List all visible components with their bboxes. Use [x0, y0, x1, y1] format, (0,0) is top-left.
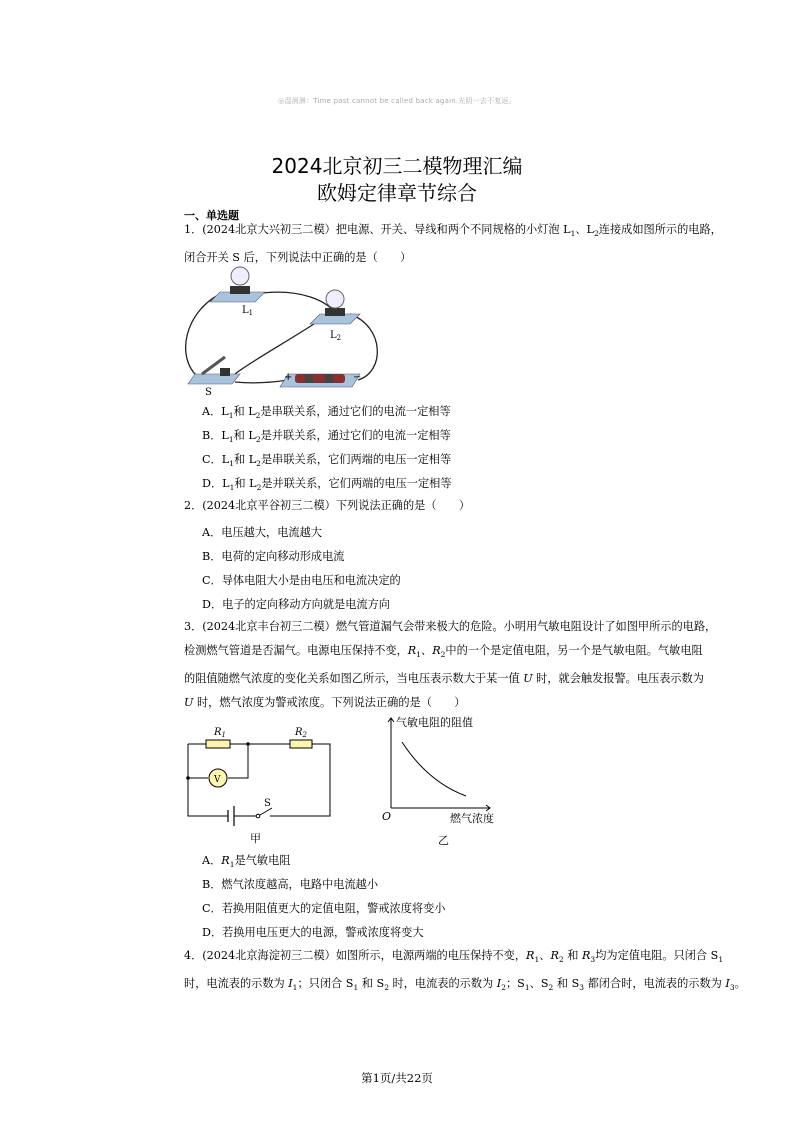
label-minus: − — [353, 372, 362, 383]
question-1: 1．(2024北京大兴初三二模）把电源、开关、导线和两个不同规格的小灯泡 $L_1$、$L_2$连接成如图所示的电路， 闭合开关 S 后，下列说法中正确的是（ ） — [184, 223, 722, 265]
question-3: 3．(2024北京丰台初三二模）燃气管道漏气会带来极大的危险。小明用气敏电阻设计了如图甲所示的电路， 检测燃气管道是否漏气。电源电压保持不变，$R_1$、$R_2$中的一个是定值电阻，另一个是气敏电阻。气敏电阻 的阻值随燃气浓度的变化关系如图乙所示，当电压表示数大于某一值 U 时，就会触发报警。电压表示数为 U 时，燃气浓度为警戒浓度。下列说法正确的是（ ） — [184, 620, 717, 710]
q3-option-d: D．若换用电压更大的电源，警戒浓度将变大 — [202, 926, 424, 939]
q2-option-a: A．电压越大，电流越大 — [202, 526, 322, 539]
q1-option-d: D．$L_1$和 $L_2$是并联关系，它们两端的电压一定相等 — [202, 477, 452, 493]
label-l1: $L_1$ — [242, 305, 254, 317]
page-title: 2024北京初三二模物理汇编 — [271, 154, 523, 178]
voltmeter-label: V — [214, 775, 221, 785]
x-axis-label: 燃气浓度 — [450, 812, 494, 825]
q2-option-c: C．导体电阻大小是由电压和电流决定的 — [202, 574, 401, 587]
page-subtitle: 欧姆定律章节综合 — [317, 181, 477, 205]
q1-option-c: C．$L_1$和 $L_2$是串联关系，它们两端的电压一定相等 — [202, 453, 452, 469]
switch-label: S — [264, 798, 271, 809]
origin-label: O — [382, 810, 392, 823]
label-r1: $R_1$ — [214, 727, 226, 739]
q2-option-b: B．电荷的定向移动形成电流 — [202, 550, 345, 563]
q3-option-b: B．燃气浓度越高，电路中电流越小 — [202, 878, 379, 891]
watermark-text: ◎湿润淋：Time past cannot be called back again.光阴一去不复返。 — [278, 97, 516, 105]
label-plus: + — [284, 372, 293, 383]
label-l2: $L_2$ — [330, 330, 342, 342]
section-heading: 一、单选题 — [184, 209, 239, 222]
q1-option-b: B．$L_1$和 $L_2$是并联关系，通过它们的电流一定相等 — [202, 429, 451, 445]
figure-caption-yi: 乙 — [438, 834, 449, 847]
question-2: 2．(2024北京平谷初三二模）下列说法正确的是（ ） — [184, 499, 471, 512]
q2-option-d: D．电子的定向移动方向就是电流方向 — [202, 598, 390, 611]
y-axis-label: 气敏电阻的阻值 — [396, 716, 473, 729]
label-s: S — [205, 387, 212, 397]
page-footer: 第1页/共22页 — [361, 1071, 433, 1085]
question-4: 4．(2024北京海淀初三二模）如图所示，电源两端的电压保持不变，$R_1$、$R_2$ 和 $R_3$均为定值电阻。只闭合 $S_1$ 时，电流表的示数为 $I_1$；只闭合 $S_1$ 和 $S_2$ 时，电流表的示数为 $I_2$；$S_1$、$S_2$ 和 $S_3$ 都闭合时，电流表的示数为 $I_3$。 — [184, 949, 746, 993]
label-r2: $R_2$ — [295, 727, 307, 739]
circuit-figure-jia — [180, 720, 340, 848]
graph-figure-yi — [378, 712, 508, 850]
q1-option-a: A．$L_1$和 $L_2$是串联关系，通过它们的电流一定相等 — [202, 405, 451, 421]
circuit-figure-1 — [180, 262, 380, 397]
q3-option-a: A．$R_1$是气敏电阻 — [202, 854, 291, 870]
figure-caption-jia: 甲 — [250, 832, 261, 845]
q3-option-c: C．若换用阻值更大的定值电阻，警戒浓度将变小 — [202, 902, 446, 915]
